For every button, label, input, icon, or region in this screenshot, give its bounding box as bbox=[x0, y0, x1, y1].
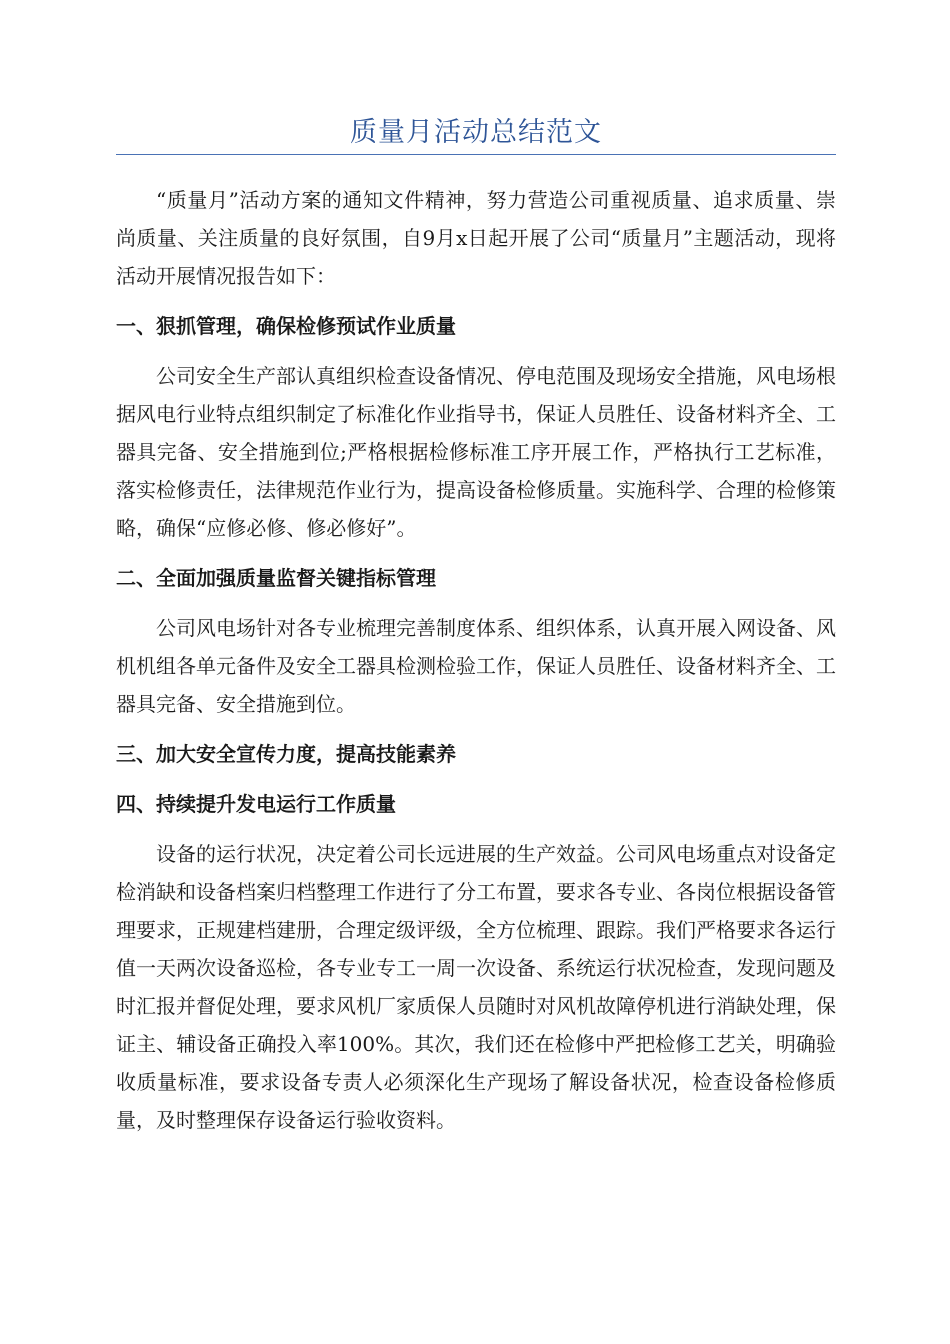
section-heading-3: 三、加大安全宣传力度，提高技能素养 bbox=[116, 742, 456, 766]
section-body-2: 公司风电场针对各专业梳理完善制度体系、组织体系，认真开展入网设备、风机机组各单元备件及安全工器具检测检验工作，保证人员胜任、设备材料齐全、工器具完备、安全措施到位。 bbox=[116, 616, 836, 716]
section-body-1: 公司安全生产部认真组织检查设备情况、停电范围及现场安全措施，风电场根据风电行业特点组织制定了标准化作业指导书，保证人员胜任、设备材料齐全、工器具完备、安全措施到位;严格根据检修标准工序开展工作，严格执行工艺标准，落实检修责任，法律规范作业行为，提高设备检修质量。实施科学、合理的检修策略，确保“应修必修、修必修好”。 bbox=[116, 364, 836, 540]
section-body-4: 设备的运行状况，决定着公司长远进展的生产效益。公司风电场重点对设备定检消缺和设备档案归档整理工作进行了分工布置，要求各专业、各岗位根据设备管理要求，正规建档建册，合理定级评级，全方位梳理、跟踪。我们严格要求各运行值一天两次设备巡检，各专业专工一周一次设备、系统运行状况检查，发现问题及时汇报并督促处理，要求风机厂家质保人员随时对风机故障停机进行消缺处理，保证主、辅设备正确投入率100%。其次，我们还在检修中严把检修工艺关，明确验收质量标准，要求设备专责人必须深化生产现场了解设备状况，检查设备检修质量，及时整理保存设备运行验收资料。 bbox=[116, 842, 836, 1132]
title-underline bbox=[116, 154, 836, 155]
intro-paragraph: “质量月”活动方案的通知文件精神，努力营造公司重视质量、追求质量、崇尚质量、关注质量的良好氛围，自9月x日起开展了公司“质量月”主题活动，现将活动开展情况报告如下： bbox=[116, 188, 836, 288]
document-title: 质量月活动总结范文 bbox=[350, 117, 602, 148]
document-page bbox=[116, 112, 836, 1139]
section-heading-4: 四、持续提升发电运行工作质量 bbox=[116, 792, 396, 816]
section-heading-1: 一、狠抓管理，确保检修预试作业质量 bbox=[116, 314, 456, 338]
section-heading-2: 二、全面加强质量监督关键指标管理 bbox=[116, 566, 436, 590]
